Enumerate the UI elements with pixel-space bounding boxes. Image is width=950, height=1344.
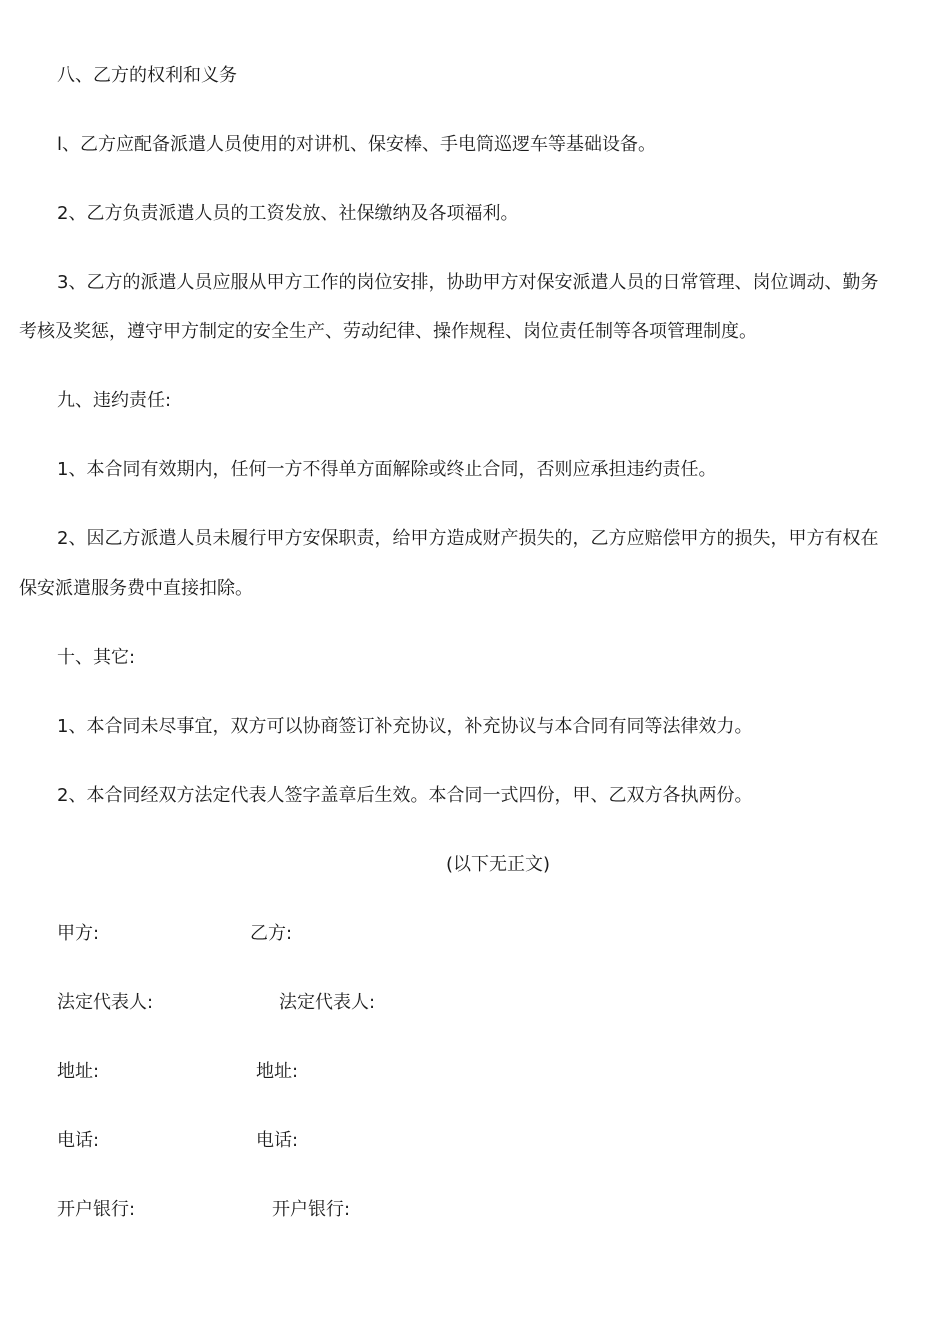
- section-9-title: 九、违约责任:: [57, 390, 172, 411]
- representative-b-label: 法定代表人:: [279, 992, 376, 1013]
- address-b-label: 地址:: [256, 1061, 299, 1082]
- section-9-item-2-line-1: 2、因乙方派遣人员未履行甲方安保职责，给甲方造成财产损失的，乙方应赔偿甲方的损失，甲方有权在: [57, 528, 879, 549]
- section-8-title: 八、乙方的权利和义务: [57, 65, 237, 86]
- section-10-title: 十、其它:: [57, 647, 136, 668]
- section-8-item-1: l、乙方应配备派遣人员使用的对讲机、保安棒、手电筒巡逻车等基础设备。: [57, 134, 656, 155]
- party-a-label: 甲方:: [57, 923, 100, 944]
- signature-row-representative: [57, 991, 557, 1015]
- section-8-item-3-line-2: 考核及奖惩，遵守甲方制定的安全生产、劳动纪律、操作规程、岗位责任制等各项管理制度。: [19, 321, 757, 342]
- signature-row-phone: [57, 1129, 557, 1153]
- section-8-item-2: 2、乙方负责派遣人员的工资发放、社保缴纳及各项福利。: [57, 203, 519, 224]
- section-10-item-2: 2、本合同经双方法定代表人签字盖章后生效。本合同一式四份，甲、乙双方各执两份。: [57, 785, 753, 806]
- signature-row-bank: [57, 1198, 557, 1222]
- address-a-label: 地址:: [57, 1061, 100, 1082]
- bank-b-label: 开户银行:: [272, 1199, 351, 1220]
- signature-row-party: [57, 922, 557, 946]
- section-9-item-2-line-2: 保安派遣服务费中直接扣除。: [19, 578, 253, 599]
- section-9-item-1: 1、本合同有效期内，任何一方不得单方面解除或终止合同，否则应承担违约责任。: [57, 459, 717, 480]
- phone-b-label: 电话:: [256, 1130, 299, 1151]
- section-8-item-3-line-1: 3、乙方的派遣人员应服从甲方工作的岗位安排，协助甲方对保安派遣人员的日常管理、岗位调动、勤务: [57, 272, 879, 293]
- representative-a-label: 法定代表人:: [57, 992, 154, 1013]
- signature-row-address: [57, 1060, 557, 1084]
- phone-a-label: 电话:: [57, 1130, 100, 1151]
- end-of-text-note: (以下无正文): [446, 854, 551, 875]
- bank-a-label: 开户银行:: [57, 1199, 136, 1220]
- section-10-item-1: 1、本合同未尽事宜，双方可以协商签订补充协议，补充协议与本合同有同等法律效力。: [57, 716, 753, 737]
- party-b-label: 乙方:: [250, 923, 293, 944]
